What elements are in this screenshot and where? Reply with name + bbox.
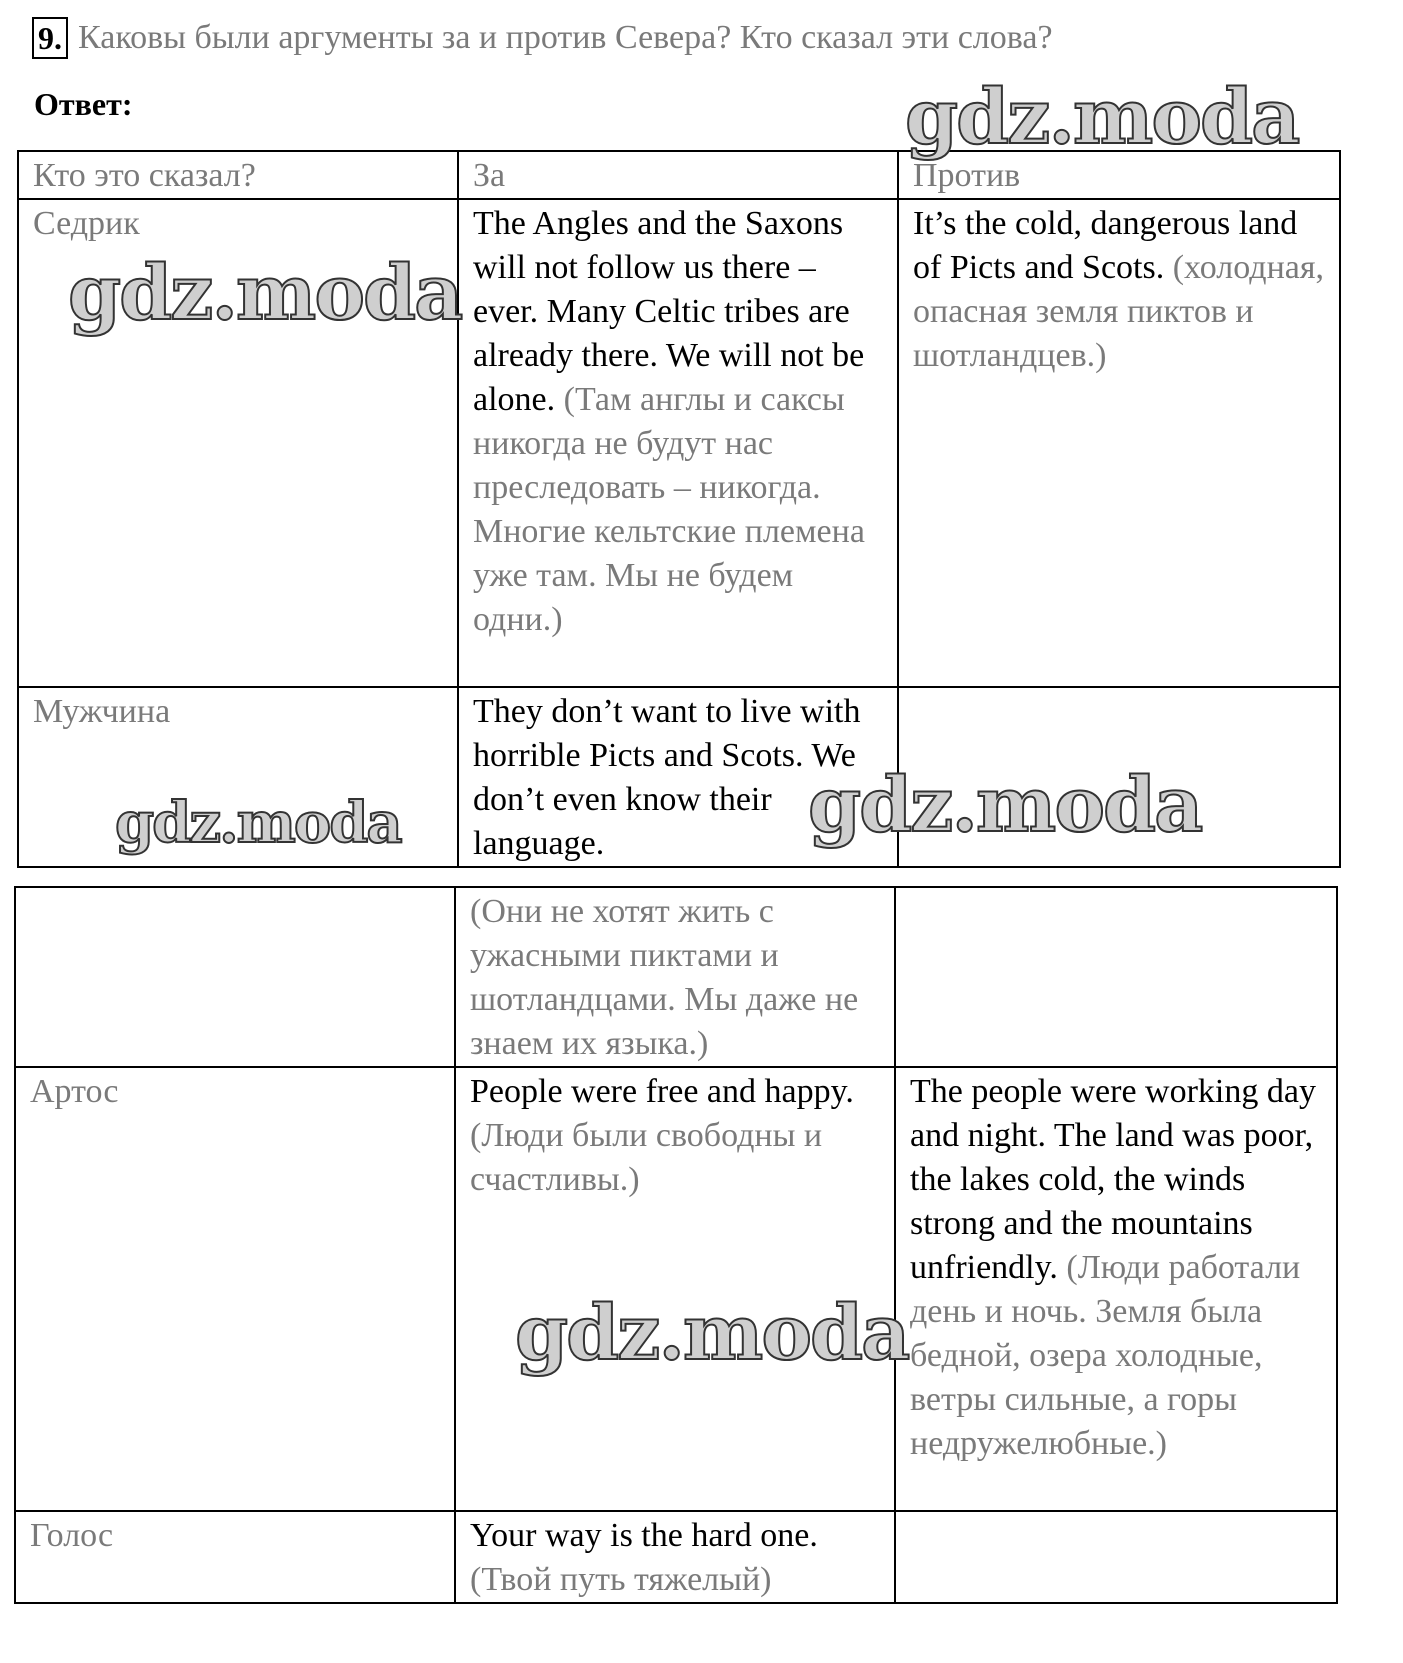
for-cell [458,199,898,687]
watermark: gdz.moda [115,790,401,856]
answer-table-part-1 [17,150,1341,868]
against-cell [898,199,1340,687]
row-speaker-empty [15,887,455,1067]
for-cell [455,887,895,1067]
answer-table-part-2 [14,886,1338,1604]
against-text-en: It’s the cold, dangerous land of Picts and Scots. [913,205,1298,286]
for-text-en: People were free and happy. [470,1073,854,1110]
watermark: gdz.moda [905,72,1299,161]
against-text-en: The people were working day and night. The land was poor, the lakes cold, the winds strong and the mountains unfriendly. [910,1073,1316,1286]
against-cell [895,1511,1337,1603]
row-speaker: Голос [15,1511,455,1603]
for-cell [455,1067,895,1511]
against-cell [895,1067,1337,1511]
watermark: gdz.moda [808,760,1202,849]
row-speaker: Седрик [18,199,458,687]
table-row-voice [15,1511,1337,1603]
for-text-en: The Angles and the Saxons will not follow us there – ever. Many Celtic tribes are already there. We will not be alone. [473,205,865,418]
against-text-ru: (холодная, опасная земля пиктов и шотландцев.) [913,249,1325,374]
row-speaker: Мужчина [18,687,458,867]
watermark: gdz.moda [515,1288,909,1377]
question-line [32,14,1053,62]
for-text-en: They don’t want to live with horrible Picts and Scots. We don’t even know their language. [473,693,861,862]
for-text-ru: (Люди были свободны и счастливы.) [470,1117,823,1198]
question-number: 9. [32,17,68,59]
for-text-en: Your way is the hard one. [470,1517,818,1554]
table-row-artos [15,1067,1337,1511]
for-text-ru: (Там англы и саксы никогда не будут нас преследовать – никогда. Многие кельтские племена уже там. Мы не будем одни.) [473,381,865,638]
header-for: За [458,151,898,199]
table-row-man-part-1 [18,687,1340,867]
for-cell [455,1511,895,1603]
against-text-ru: (Люди работали день и ночь. Земля была бедной, озера холодные, ветры сильные, а горы недружелюбные.) [910,1249,1301,1462]
row-speaker: Артос [15,1067,455,1511]
for-text-ru: (Они не хотят жить с ужасными пиктами и шотландцами. Мы даже не знаем их языка.) [470,893,859,1062]
against-cell [898,687,1340,867]
for-text-ru: (Твой путь тяжелый) [470,1561,772,1598]
watermark: gdz.moda [68,248,462,337]
table-row-man-part-2 [15,887,1337,1067]
header-against: Против [898,151,1340,199]
against-cell [895,887,1337,1067]
header-who: Кто это сказал? [18,151,458,199]
table-row-cedric [18,199,1340,687]
table-header-row [18,151,1340,199]
question-text: Каковы были аргументы за и против Севера? Кто сказал эти слова? [78,19,1053,56]
for-cell [458,687,898,867]
answer-label: Ответ: [34,86,133,122]
